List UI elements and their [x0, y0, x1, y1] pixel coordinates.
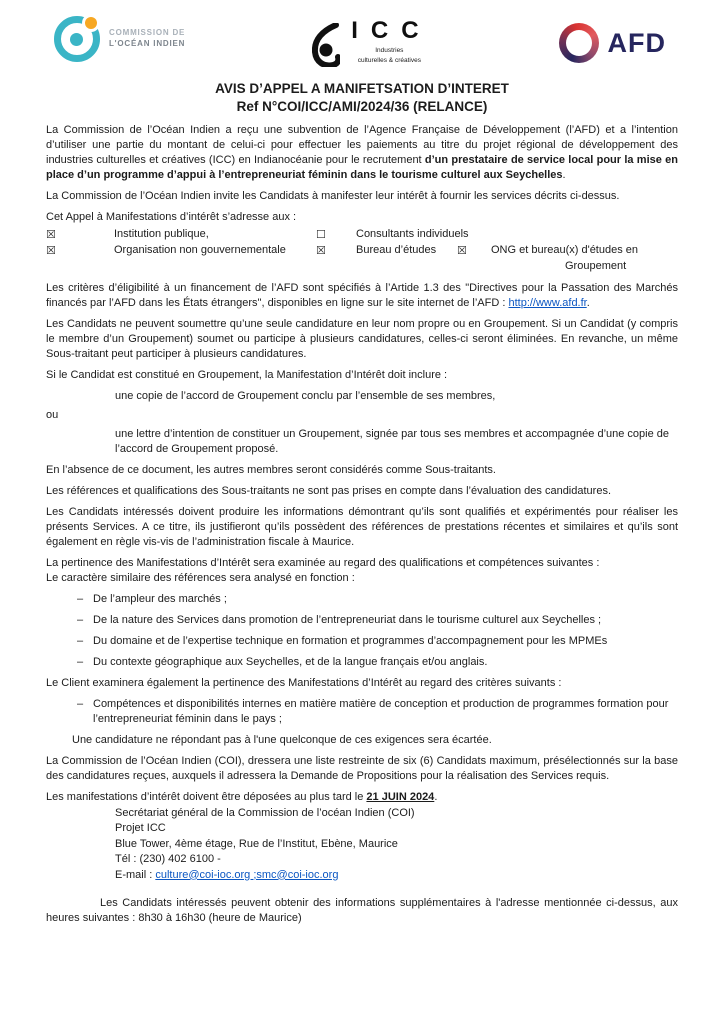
header-logos — [0, 0, 724, 78]
document-title: AVIS D’APPEL A MANIFETSATION D’INTERET — [215, 81, 509, 96]
client-criterion-item — [46, 697, 678, 727]
dash-bullet-icon: – — [77, 697, 84, 710]
paragraph-qualifications: Les Candidats intéressés doivent produire les informations démontrant qu’ils sont qualifiés et expérimentés pour réaliser les présents Services. A ce titre, ils justifieront qu’ils possèdent des références de prestations récentes et similaires et qu’ils sont également en règle vis-vis de l’administration fiscale à Maurice. — [46, 505, 678, 548]
contact-project: Projet ICC — [115, 822, 166, 835]
paragraph-shortlist: La Commission de l’Océan Indien (COI), dressera une liste restreinte de six (6) Candidats maximum, présélectionnés sur la base des candidatures reçues, auxquels il adressera la Demande de Propositions pour la réalisation des Services requis. — [46, 754, 678, 782]
checkbox-empty-icon: ☐ — [316, 227, 326, 241]
document-body — [0, 116, 724, 927]
paragraph-deadline — [46, 790, 678, 805]
icc-sub-line2: culturelles & créatives — [357, 56, 421, 64]
reference-criterion-item — [46, 592, 678, 607]
checkbox-label-groupement: Groupement — [565, 259, 627, 272]
eligibility-text: Les critères d’éligibilité à un financement de l’AFD sont spécifiés à l’Artide 1.3 des "Directives pour la Passation des Marchés financés par l’AFD dans les États étrangers", disponibles en ligne sur le site internet de l’AFD : — [46, 281, 678, 309]
contact-secretariat: Secrétariat général de la Commission de l’océan Indien (COI) — [115, 806, 415, 819]
reference-criterion-text: Du domaine et de l’expertise technique en formation et programmes d’accompagnement pour les MPMEs — [93, 634, 608, 647]
paragraph-groupement-requirement: Si le Candidat est constitué en Groupement, la Manifestation d’Intérêt doit inclure : — [46, 368, 448, 381]
contact-address: Blue Tower, 4ème étage, Rue de l’Institut, Ebène, Maurice — [115, 837, 398, 850]
icc-sub-line1: Industries — [375, 47, 404, 54]
document-ref: Ref N°COI/ICC/AMI/2024/36 (RELANCE) — [236, 98, 488, 114]
paragraph-closing: Les Candidats intéressés peuvent obtenir des informations supplémentaires à l'adresse mentionnée ci-dessus, aux heures suivantes : 8h30 à 16h30 (heure de Maurice) — [46, 897, 678, 925]
deadline-text: Les manifestations d’intérêt doivent être déposées au plus tard le — [46, 790, 367, 803]
icc-logo — [312, 19, 431, 67]
pertinence-intro-line1: La pertinence des Manifestations d’Intérêt sera examinée au regard des qualifications et compétences suivantes : — [46, 556, 600, 569]
groupement-option-b: une lettre d’intention de constituer un Groupement, signée par tous ses membres et accompagnée d’une copie de l’accord de Groupement proposé. — [115, 427, 670, 455]
title-block — [0, 80, 724, 116]
paragraph-pertinence-intro — [46, 556, 678, 586]
checkbox-checked-icon: ☒ — [457, 243, 467, 257]
email-label: E-mail : — [115, 868, 156, 881]
dash-bullet-icon: – — [77, 613, 84, 626]
coi-logo-text-line2: L'OCÉAN INDIEN — [109, 39, 186, 48]
eligibility-period: . — [586, 296, 590, 309]
coi-inner-dot-icon — [70, 33, 83, 46]
icc-subtitle — [358, 46, 421, 66]
dash-bullet-icon: – — [77, 634, 84, 647]
paragraph-funding-text: La Commission de l’Océan Indien a reçu une subvention de l’Agence Française de Développement (l’AFD) et a l’intention d’utiliser une partie du montant de celui-ci pour effectuer les paiements au titre du projet régional de développement des industries culturelles et créatives (ICC) en Indianocéanie pour le recrutement — [46, 123, 678, 166]
reference-criterion-text: De la nature des Services dans promotion de l’entrepreneuriat dans le tourisme culturel aux Seychelles ; — [93, 613, 602, 626]
paragraph-funding — [46, 123, 678, 183]
checkbox-checked-icon: ☒ — [46, 243, 56, 257]
checkbox-checked-icon: ☒ — [46, 227, 56, 241]
checkbox-label-ong: Organisation non gouvernementale — [114, 243, 286, 256]
icc-acronym: ICC — [351, 17, 432, 44]
afd-website-link[interactable]: http://www.afd.fr — [508, 296, 587, 309]
paragraph-funding-bold: d’un prestataire de service local pour la mise en place d’un programme d’appui à l’entrepreneuriat féminin dans le tourisme culturel aux Seychelles — [46, 153, 678, 181]
paragraph-funding-period: . — [562, 168, 566, 181]
checkbox-label-institution-publique: Institution publique, — [114, 227, 209, 240]
deadline-date: 21 JUIN 2024 — [366, 790, 435, 803]
paragraph-rejection: Une candidature ne répondant pas à l'une quelconque de ces exigences sera écartée. — [72, 733, 492, 746]
groupement-option-a: une copie de l’accord de Groupement conclu par l’ensemble de ses membres, — [115, 389, 496, 402]
checkbox-checked-icon: ☒ — [316, 243, 326, 257]
checkbox-label-bureau-etudes: Bureau d’études — [356, 243, 437, 256]
checkbox-label-consultants-individuels: Consultants individuels — [356, 227, 469, 240]
paragraph-addressees: Cet Appel à Manifestations d’intérêt s’adresse aux : — [46, 210, 297, 223]
client-criterion-text: Compétences et disponibilités internes en matière matière de conception et production de programmes formation pour l’entrepreneuriat féminin dans le pays ; — [93, 697, 669, 725]
paragraph-sous-traitants: Les références et qualifications des Sous-traitants ne sont pas prises en compte dans l’évaluation des candidatures. — [46, 484, 611, 497]
icc-logo-text — [347, 19, 431, 66]
addressee-checkbox-grid — [46, 227, 678, 274]
reference-criterion-item — [46, 655, 678, 670]
coi-logo-text — [109, 28, 185, 50]
coi-logo-text-line1: COMMISSION DE — [109, 28, 186, 38]
pertinence-intro-line2: Le caractère similaire des références sera analysé en fonction : — [46, 571, 355, 584]
reference-criterion-text: Du contexte géographique aux Seychelles, et de la langue français et/ou anglais. — [93, 655, 488, 668]
afd-acronym: AFD — [607, 27, 666, 58]
groupement-or: ou — [46, 408, 59, 421]
paragraph-client-criteria-intro: Le Client examinera également la pertinence des Manifestations d’Intérêt au regard des critères suivants : — [46, 676, 562, 689]
dash-bullet-icon: – — [77, 592, 84, 605]
dash-bullet-icon: – — [77, 655, 84, 668]
deadline-period: . — [434, 790, 438, 803]
coi-orange-dot-icon — [85, 17, 97, 29]
paragraph-single-application: Les Candidats ne peuvent soumettre qu’une seule candidature en leur nom propre ou en Groupement. Si un Candidat (y compris le membre d’un Groupement) soumet ou participe à plusieurs candidatures, celles-ci seront éliminées. En revanche, un même Sous-traitant peut participer à plusieurs candidatures. — [46, 317, 678, 360]
paragraph-invitation: La Commission de l’Océan Indien invite les Candidats à manifester leur intérêt à fournir les services décrits ci-dessus. — [46, 189, 620, 202]
coi-logo — [54, 16, 185, 62]
afd-logo — [559, 23, 667, 63]
coi-swirl-icon — [54, 16, 100, 62]
checkbox-label-ong-groupement: ONG et bureau(x) d'études en — [491, 243, 639, 256]
contact-phone: Tél : (230) 402 6100 - — [115, 853, 221, 866]
paragraph-absence-document: En l’absence de ce document, les autres membres seront considérés comme Sous-traitants. — [46, 463, 496, 476]
reference-criterion-text: De l’ampleur des marchés ; — [93, 592, 227, 605]
afd-ring-icon — [559, 23, 599, 63]
contact-email-link[interactable]: culture@coi-ioc.org ;smc@coi-ioc.org — [155, 868, 339, 881]
contact-block — [115, 806, 678, 884]
contact-email-line — [115, 868, 678, 884]
reference-criterion-item — [46, 613, 678, 628]
icc-swirl-icon — [312, 23, 340, 67]
paragraph-eligibility — [46, 281, 678, 311]
reference-criterion-item — [46, 634, 678, 649]
